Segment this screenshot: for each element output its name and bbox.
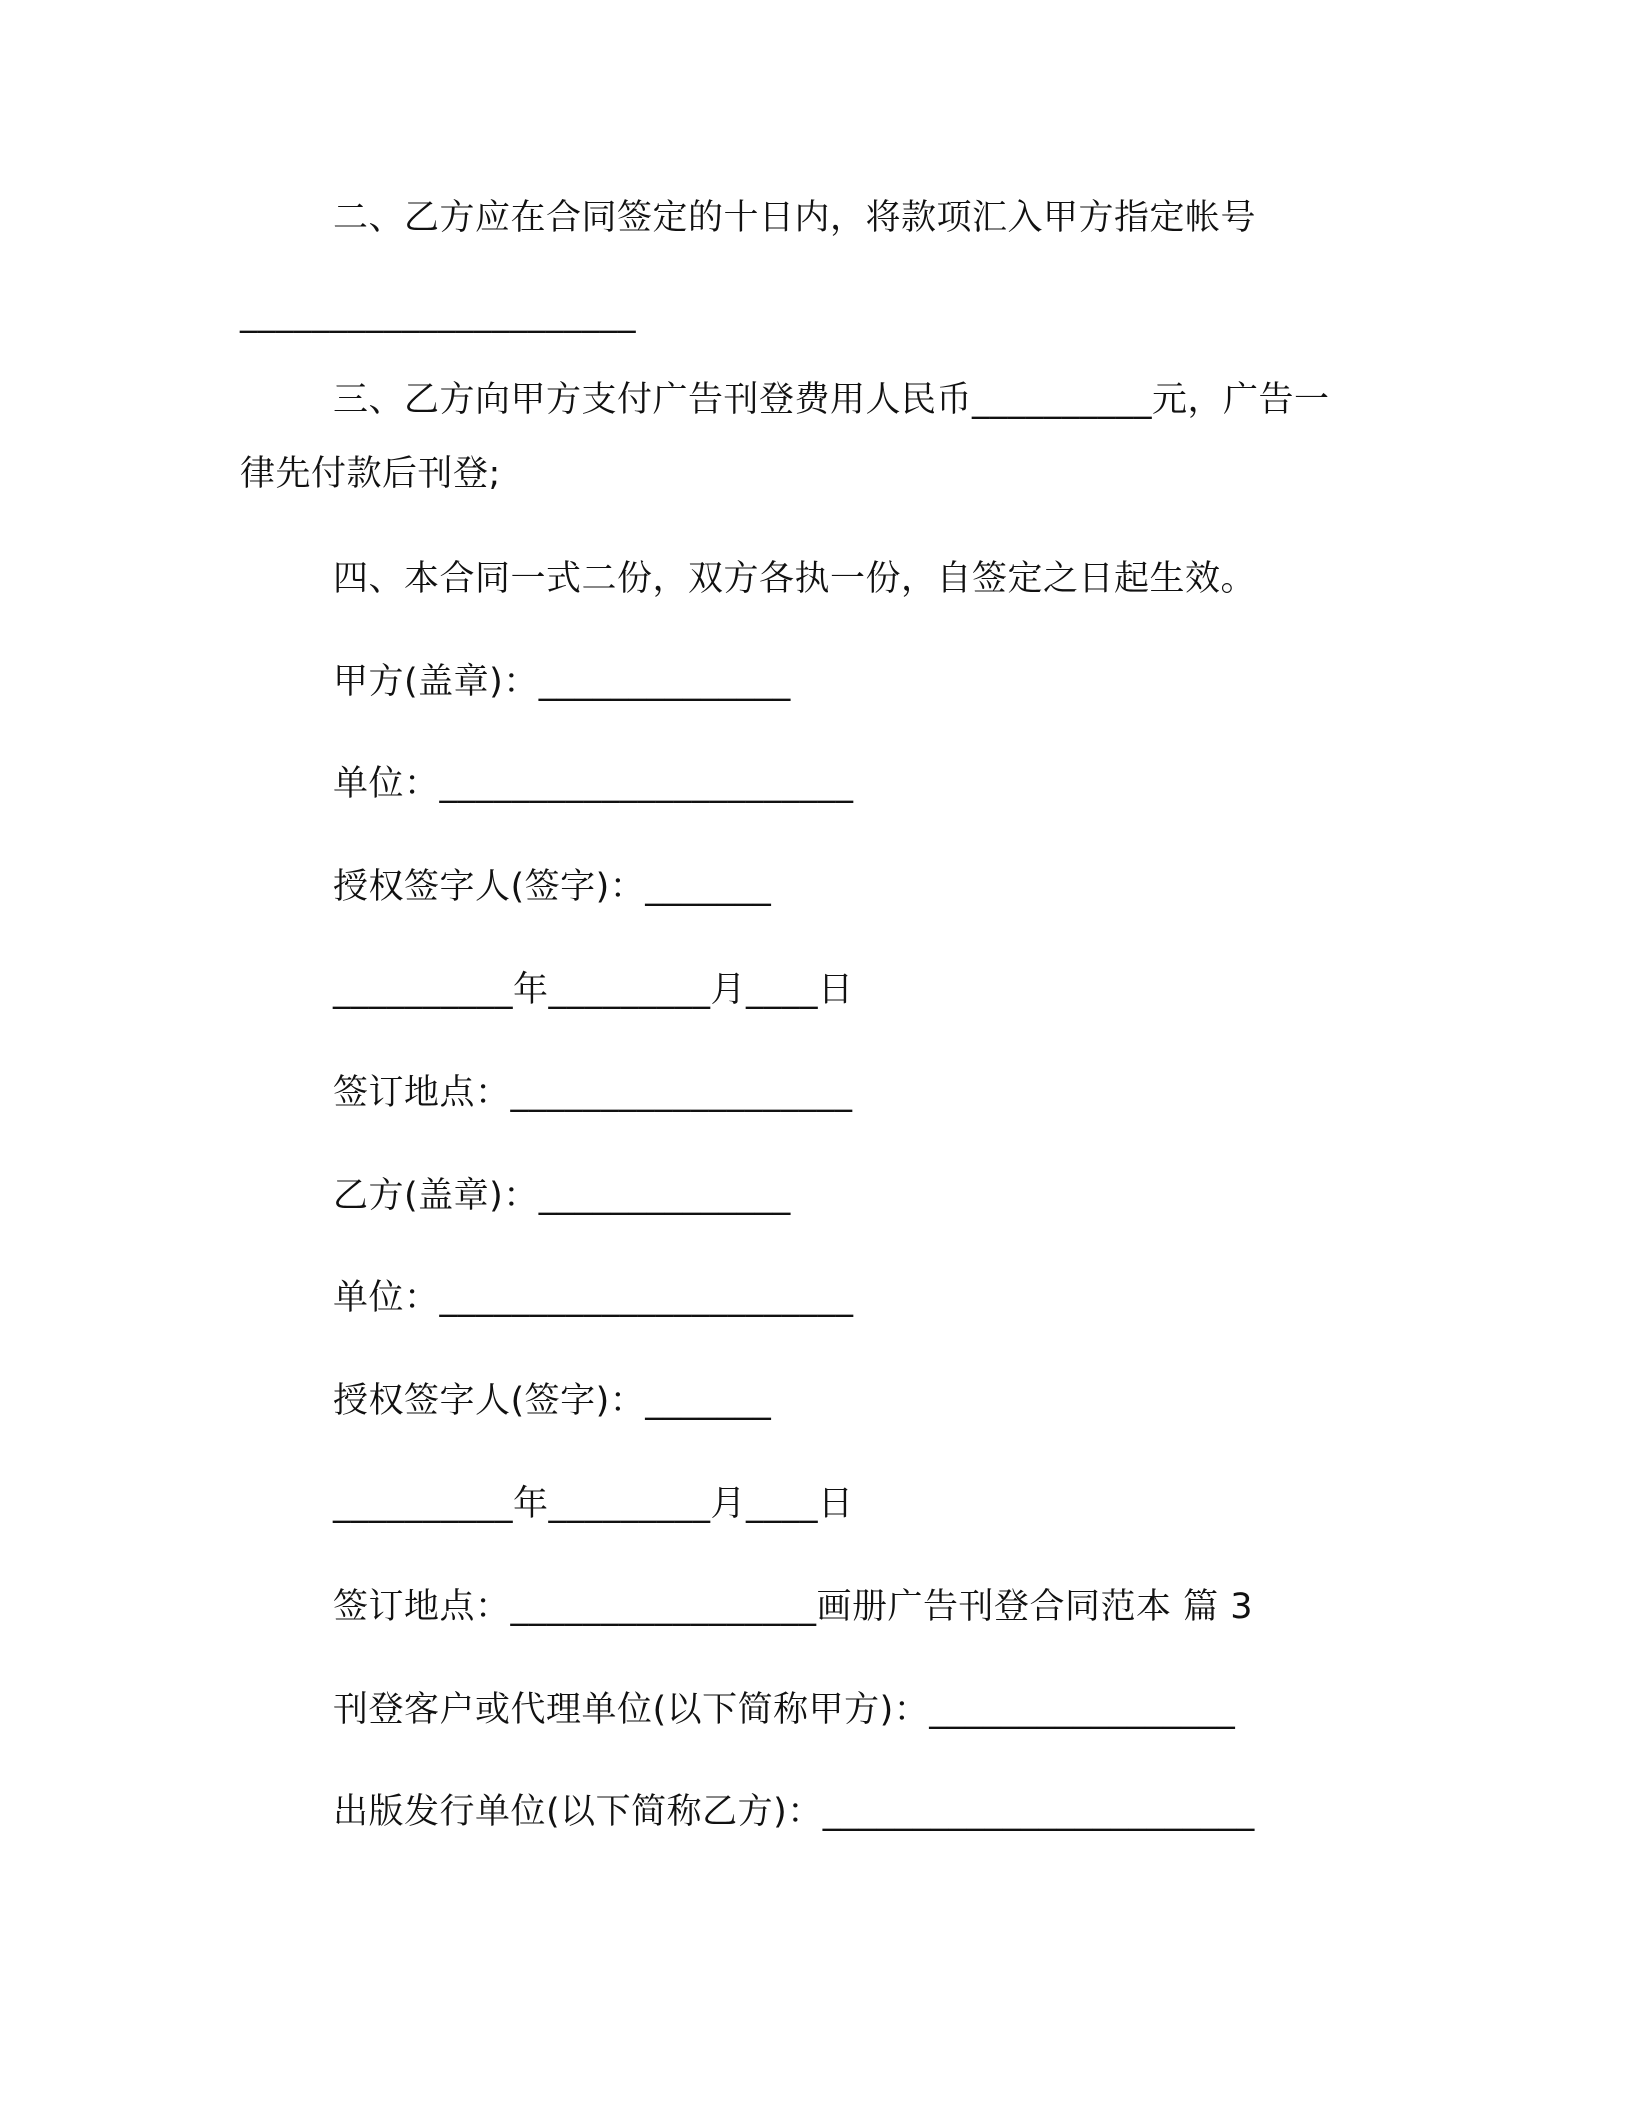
party-b-seal: 乙方(盖章)：______________ bbox=[333, 1176, 791, 1216]
party-a-date: __________年_________月____日 bbox=[333, 970, 854, 1010]
client-line: 刊登客户或代理单位(以下简称甲方)：_________________ bbox=[333, 1690, 1236, 1730]
party-a-signatory: 授权签字人(签字)：_______ bbox=[333, 867, 772, 907]
party-a-place: 签订地点：___________________ bbox=[333, 1073, 853, 1113]
clause-3-line-1: 三、乙方向甲方支付广告刊登费用人民币__________元，广告一 bbox=[333, 380, 1330, 420]
publisher-line: 出版发行单位(以下简称乙方)：________________________ bbox=[333, 1792, 1255, 1832]
account-number-blank: ______________________ bbox=[240, 294, 636, 334]
party-b-place-and-title: 签订地点：_________________画册广告刊登合同范本 篇 3 bbox=[333, 1587, 1254, 1627]
clause-2-line-1: 二、乙方应在合同签定的十日内，将款项汇入甲方指定帐号 bbox=[333, 198, 1257, 238]
party-b-unit: 单位：_______________________ bbox=[333, 1278, 854, 1318]
party-a-seal: 甲方(盖章)：______________ bbox=[333, 662, 791, 702]
clause-4: 四、本合同一式二份，双方各执一份，自签定之日起生效。 bbox=[333, 559, 1257, 599]
party-b-date: __________年_________月____日 bbox=[333, 1484, 854, 1524]
party-a-unit: 单位：_______________________ bbox=[333, 764, 854, 804]
clause-3-line-2: 律先付款后刊登; bbox=[240, 454, 501, 494]
party-b-signatory: 授权签字人(签字)：_______ bbox=[333, 1381, 772, 1421]
